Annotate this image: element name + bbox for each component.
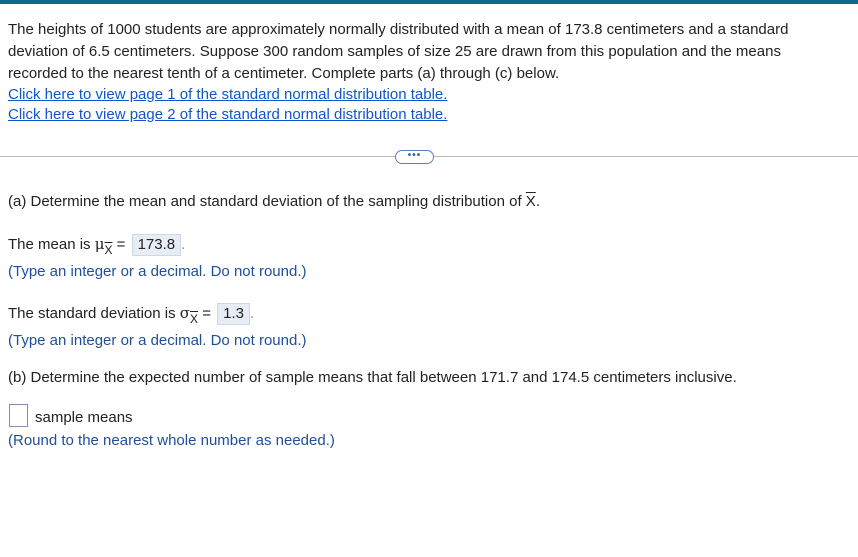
sd-label: The standard deviation is [8,305,180,322]
mean-hint: (Type an integer or a decimal. Do not round.) [8,263,307,280]
mu-subscript-x-bar: X [104,243,113,257]
sd-answer-field[interactable]: 1.3 [217,303,250,325]
mean-answer-row [8,234,185,256]
part-a-prompt-text: (a) Determine the mean and standard deviation of the sampling distribution of [8,193,526,210]
sd-answer-row [8,303,254,325]
x-bar-variable: $\overline{X}$ [525,193,536,210]
problem-text-line-2: deviation of 6.5 centimeters. Suppose 300 random samples of size 25 are drawn from this population and the means [8,43,781,60]
normal-table-page-1-link[interactable]: Click here to view page 1 of the standard normal distribution table. [8,86,448,103]
mean-answer-field[interactable]: 173.8 [132,234,182,256]
mean-label: The mean is [8,236,95,253]
mean-equals-sign: = [116,236,126,253]
sample-means-unit-label: sample means [35,409,133,426]
top-accent-bar [0,0,858,4]
problem-text-line-3: recorded to the nearest tenth of a centimeter. Complete parts (a) through (c) below. [8,65,560,82]
part-a-prompt-period: . [535,193,540,210]
mean-answer-period: . [181,236,186,253]
expand-more-button[interactable]: ••• [395,150,434,164]
part-b-hint: (Round to the nearest whole number as needed.) [8,432,335,449]
sd-hint: (Type an integer or a decimal. Do not round.) [8,332,307,349]
problem-text-line-1: The heights of 1000 students are approximately normally distributed with a mean of 173.8 centimeters and a standard [8,21,789,38]
mu-symbol: μ [94,235,105,253]
problem-statement [8,19,856,125]
sd-equals-sign: = [202,305,211,322]
normal-table-page-2-link[interactable]: Click here to view page 2 of the standard normal distribution table. [8,106,448,123]
sd-answer-period: . [250,305,255,322]
sample-means-input[interactable] [9,404,28,427]
part-a-prompt [8,193,540,210]
part-b-prompt: (b) Determine the expected number of sample means that fall between 171.7 and 174.5 centimeters inclusive. [8,369,737,386]
sigma-subscript-x-bar: X [190,312,199,326]
sigma-symbol: σ [179,304,191,322]
